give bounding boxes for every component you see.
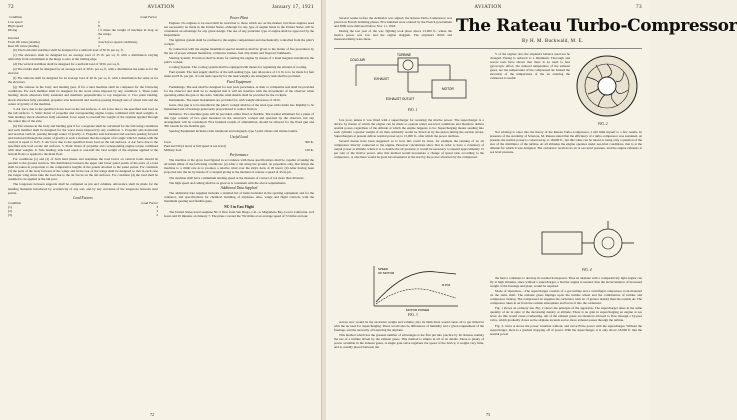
- cell: Diving: [8, 28, 18, 32]
- cell: Load Factor: [141, 201, 158, 206]
- paragraph: In connection with the engine installation special attention shall be given to the matter of fire prevention by the use of proper exhaust manifolds, carburetor intakes, fuel drip drains and fireproof bulkheads.: [164, 46, 314, 55]
- right-column: [490, 130, 642, 155]
- fig1-tag-exhaust-outlet: EXHAUST OUTLET: [386, 97, 415, 101]
- section-heading: Load Factors: [73, 196, 93, 201]
- paragraph: The high speed and ceiling shall be as great as is consistent with the above requirements.: [169, 180, 287, 185]
- figure-1-label: FIG. 1: [408, 108, 418, 112]
- cell: (1): [8, 205, 12, 210]
- article-title: The Rateau Turbo-Compressor: [456, 16, 737, 36]
- cell: 150 lb.: [304, 147, 314, 152]
- paragraph: This method which has the greatest number of advantages is the first put into practice by M. Rateau, namely the use of a turbine driven by the exhaust gases. This method is simple in all of its details. There is plenty of power available in the exhaust gases. A single gate-valve regulates the speed of the device; it weighs very little, and is, usually placed between the: [334, 333, 484, 350]
- fig1-tag-motor: MOTOR: [442, 87, 454, 91]
- right-column-lower: [490, 276, 642, 337]
- figure-4-diagram: [536, 218, 640, 268]
- paragraph: For conditions (1) and (2) of both land planes and seaplanes the load factor on vertical loads should be parallel to the ground reaction. The distribution between the upper and lower panel points of the pairs of a load shall be taken in proportion to the comparative lengths of the panels attached to the panel points. For condition (3) the parts of the body forward of the wings and in the rear of the wings shall be designed so that in each case the longer wing struts take the load due to the air forces on the tail surfaces. For condition (4) the load shall be assumed to be applied at the tail post.: [8, 157, 158, 182]
- paragraph: During the last year of the war, fighting took place above 15,000 ft., where the motive power was low and the engine sluggish. The airplane's climb and manoeuvrability were there-: [334, 29, 452, 42]
- news-heading: NC-5 in Fast Flight: [224, 204, 254, 209]
- figure-3-power-curve: [366, 262, 462, 312]
- paragraph: (c) The elevators shall be designed for an average load of 35 lb. per sq. ft. with a distribution varying uniformly from a maximum at the hinge to zero at the trailing edge.: [8, 53, 158, 62]
- section-heading: Power Plant: [229, 15, 249, 20]
- publication-name: AVIATION: [147, 4, 175, 10]
- figure-4-label: FIG. 4: [582, 268, 592, 272]
- cell: Rear lift wires (double): [8, 44, 39, 48]
- paragraph: Furnishings. The seat shall be designed for seat pack parachutes. A chair or collapsible seat shall be provided for the observer and shall be so designed that it will not interfere with the movements of the observer when operating either the gun or the radio. Suitable wind shields shall be provided for the cockpits.: [164, 84, 314, 97]
- paragraph: The longerons between supports shall be computed as pin end columns. Allowance shall be made for the bending moments introduced by eccentricity of any sort, and by any curvature of the longerons between strut points.: [8, 182, 158, 195]
- paragraph: Ordnance. Two machine guns will be provided, either fixed or flexible. The normal armament for a plane of this type consists of two guns mounted on the observer's cockpit and operated by the observer, but any arrangement will be considered. Five hundred rounds of ammunition, should be allowed for the fixed gun and 300 rounds for the flexible gun.: [164, 111, 314, 129]
- paragraph: Fig. 1 shows an ordinary fan. Fig. 2 shows the principle of the apparatus. The supercharger takes in the same quantity of air in spite of the decreasing density at altitude. There is no gain in supercharging an engine at sea level. As this would cause overheating. All of the exhaust gases are therefore allowed to flow through a by-pass valve, which gradually closes as the airplane ascends and so more exhaust passes through the turbine.: [490, 306, 642, 323]
- cell: 4 each (two speed conditions): [98, 40, 138, 44]
- paragraph: Fuel system. The fuel supply shall be of the self-sealing type. (An allowance of 1⅓ lb. is to be made for fuel tanks and 8 lb. per gal. of total tank capacity for the tank weight). An emergency tank shall be provided.: [164, 70, 314, 79]
- middle-column: [334, 118, 484, 160]
- left-column-1: [8, 14, 158, 217]
- cell: Condition: [8, 201, 22, 206]
- cell: Low speed: [8, 20, 23, 24]
- cell: Military load: [164, 147, 182, 152]
- paragraph: erators now would be the excessive weight and volume; also its lubrication would cause oil to get mixed in with the air used for supercharging. There would also be differences of humidity and a given requirement of the fuselage, and the necessity of balancing the airplane.: [334, 320, 484, 333]
- cell: 4: [98, 36, 100, 40]
- paragraph: Guns. One gun is to be installed in the pilot's cockpit shall be of the stick type with rudder bar. Rigidity to be maintained and of bearings generously proportioned to reduce friction.: [164, 102, 314, 111]
- cell: High speed: [8, 24, 23, 28]
- paragraph: The additional data supplied includes a detailed list of items included in the spotting equipment and for the ordnance, and specifications for chemical bombing of airplanes. Also, wings and flight controls, with the maximum gearing and flexible guns.: [164, 191, 314, 204]
- table-row: [164, 148, 314, 152]
- table-header: Load Factor: [140, 15, 157, 19]
- cell: Front lift wires (double): [8, 40, 40, 44]
- figure-2-turbine-wheel: [572, 50, 642, 122]
- left-column-2: [164, 14, 314, 219]
- paragraph: Fig. 3, curve A shows the power variation without, and curve B the power with the supercharger. Without the supercharger, there is a gradual dropping off of power. With the supercharger, it is only above 18,000 ft. that the normal power: [490, 323, 642, 336]
- paragraph: Starting System. Provision shall be made for starting the engine by means of a hand magneto installed in the pilot's cockpit.: [164, 55, 314, 64]
- paragraph: The machine at the gross load figured in accordance with these specifications shall be capable of taking the air under either of the following conditions: (a) After a run along the ground, on propellers only, that brings the machine to a climb rate as to produce a relative wind over the ship's deck of 20 knots; (b) After having been projected into the air by means of a catapult giving at the moment of release a speed of 45 m.p.h.: [164, 158, 314, 175]
- cell: 3: [156, 209, 158, 214]
- paragraph: Several means have been suggested as to how this could be done, for example the running of an air compressor directly connected to the engine. However calculations show that in order to have a constancy of output power at altitude, where it is to double the air pressure, it would be necessary to expend approximately 15 per cent of the motive power. Also this method would necessitate a change of speed ratio according to the compressor, or else there would be great inconvenience at the start by the power absorbed by the compressor.: [334, 139, 484, 160]
- fig3-caption-speed: SPEED: [378, 267, 389, 271]
- cell: Fuel and Oil (4 hours at full speed at sea level): [164, 143, 226, 148]
- fig1-tag-cold-air: COLD AIR: [350, 58, 365, 62]
- cell: (3): [8, 213, 12, 218]
- paragraph: Engines. No engines to be used shall be restricted to those which are on the market, but those engines need not necessarily be made in the United States, although for any type of engine made in the United States will be considered an advantage for any given design. The use of any particular type of engine shall be approved by the Department.: [164, 20, 314, 37]
- cell: 300 lb.: [304, 139, 314, 144]
- paragraph: Not wishing to enter into the theory of the Rateau Turbo-Compressor, I will limit myself to a few results. In presence of the Academy of Sciences, M. Rateau stated that the efficiency of a turbo-compressor was sustained. At present, the normal power is conserved up to 18,000 ft., but this value can be raised, it being only a question of the size of the distributor of the turbine. At all altitudes the engine operates under sea-level conditions, that is at the altitude for which it was designed. The carburetor receives its air at sea level pressure, and the engine exhausts at sea level pressure.: [490, 130, 642, 155]
- cell: 2: [156, 213, 158, 218]
- paragraph: Instruments. The usual instruments are provided for, with weight allowance of 20 lb.: [169, 97, 281, 102]
- load-factors-table: [8, 201, 158, 217]
- section-heading: Useful Load: [230, 134, 248, 139]
- page-number-footer: 72: [150, 412, 154, 417]
- figure-3-label: FIG. 3: [408, 313, 418, 317]
- fig1-tag-turbine: TURBINE: [397, 53, 411, 57]
- cell: 2: [98, 44, 100, 48]
- page-number: 72: [8, 4, 14, 10]
- figure-1-diagram: [346, 52, 486, 108]
- paragraph: The machine shall have a minimum landing speed at the moment of contact of not more than 40 knots.: [169, 175, 305, 180]
- fig1-tag-exhaust: EXHAUST: [374, 77, 390, 81]
- paragraph: The ignition system shall be confined to the engine compartment and mechanically controlled from the pilot's cockpit.: [164, 37, 314, 46]
- middle-column-lower: [334, 320, 484, 350]
- fig3-caption-motor-power: MOTOR POWER: [406, 308, 430, 312]
- paragraph: (b) The horizontal stabilizer shall be designed for a uniform load of 30 lb. per sq. ft.: [13, 48, 124, 52]
- cell: Inverted: [8, 36, 19, 40]
- cell: 1½ times the weight of machine in drag on the wings.: [98, 28, 158, 36]
- load-table: [8, 14, 158, 48]
- right-page: [326, 0, 737, 420]
- table-header: Condition: [9, 15, 23, 19]
- paragraph: (d) The vertical stabilizer shall be designed for a uniform load of 30 lb. per sq. ft.: [13, 62, 120, 67]
- article-byline: By H. M. Buckwald, M. E.: [522, 39, 584, 44]
- cell: Crew: [164, 139, 172, 144]
- paragraph: Mode of Operation.—The supercharger consists of a gas turbine and a centrifugal compressor, both mounted on the same shaft. The exhaust gases impinge upon the turbine wheel and the combination of turbine and compressor turning. The compressed air supplies the carburetor with air of greater density than the outside air. The compressor takes in air from the outside atmosphere and forces it into the carburetor.: [490, 289, 642, 306]
- paragraph: Cooling System. The cooling system shall be equipped with means for regulating the amount of cooling.: [169, 65, 307, 70]
- cell: 2: [98, 20, 100, 24]
- paragraph: (h) The stresses in the body and landing gear if for a seaplane shall be calculated for the following conditions and each member shall be designed for the worst stress imposed by any condition: 1. Propeller axis horizontal and reaction vertical, passing through center of gravity. 2. Propeller axis horizontal and reaction passing forward and backward through the center of gravity at such a moment that the tangent of its angle which it makes with the vertical is equal to 0.25. 3. Air force due to the specified down load on the tail surfaces. 4. Air force due to the specified side load on the tail surfaces. 5. Static thrust of propeller and corresponding engine torque combined with dead weights. 6. Side landing; side load equal to one-half the total weight of the airplane applied at the bottom floats or applied to the main float.: [8, 123, 158, 157]
- figure-2-label: FIG. 2: [598, 122, 608, 126]
- cell: 8: [98, 24, 100, 28]
- page-number: 73: [636, 4, 642, 10]
- right-column-upper: [490, 52, 570, 81]
- paragraph: the motor continues to develop its normal horsepower. Thus an airplane with a comparatively light engine can fly at high altitudes, since without a supercharger, a heavier engine is needed, thus the inconvenience of increased weight of the fuselage and plant, would be required.: [490, 276, 642, 289]
- issue-date: January 17, 1921: [272, 4, 314, 10]
- table-row: [8, 28, 158, 36]
- page-number-footer: 73: [486, 412, 490, 417]
- fig3-caption-rpm: R.P.M.: [442, 283, 451, 287]
- paragraph: Spacing Equipment includes radio telephone and telegraph, type 5 pilot chutes and smoke bombs.: [169, 129, 299, 134]
- paragraph: (f) The ailerons shall be designed for an average load of 40 lb. per sq. ft. with a distribution the same as for the elevators.: [8, 76, 158, 85]
- paragraph: (g) The stresses in the body and landing gear, if for a land machine shall be computed for the following conditions. For each member shall be designed for the worst stress imposed by any condition: 1. Three point landing; shock absorbers fully extended and members perpendicular to top longerons. 2. Two point landing, shock absorbers fully extended, propeller axis horizontal and reaction passing through axis of wheel axle and the center of gravity of the machine.: [8, 85, 158, 106]
- table-row: [8, 213, 158, 217]
- paragraph: fore poor, unless it was fitted with a supercharger for restoring the motive power. The supercharger is a device by means of which the engine can be made to operate under sea-level conditions and therefore deliver normal power, regardless of the altitude at which the engine happens to be. Supercharging means sending into each cylinder a greater weight of air than ordinarily would be drawn in by the piston during the suction stroke. Superchargers at present deliver normal power up to 15,000 ft., after which the power declines.: [334, 118, 484, 139]
- fig3-caption-of-motor: OF MOTOR: [378, 271, 395, 275]
- paragraph: The United States naval seaplane NC-5 flew from San Diego, Cal., to Magdalena Bay, Lower California, in 9 hours and 45 minutes on January 7. The plane covered the 762 miles at an average speed of 72 miles an hour.: [164, 209, 314, 218]
- left-page: [0, 0, 322, 420]
- paragraph: V of the engine; also the airplane's balance need not be changed. Piping is reduced to a minimum. Thorough and severe tests have shown that there is no need to fear gyroscopic effect, the reduced temperature of the exhaust gases, nor the temperature of the compressed air. Indeed the elevation of the temperature of the air entering the carburetor is useful.: [490, 52, 570, 81]
- section-heading: Additional Data Supplied: [220, 186, 258, 191]
- useful-load-table: [164, 140, 314, 152]
- title-rule: [334, 48, 642, 49]
- publication-name: AVIATION: [474, 4, 502, 10]
- paragraph: (e) The rudder shall be designed for an average load of 30 lb. per sq. ft. with a distribution the same as for the elevator.: [8, 67, 158, 76]
- paragraph: 3. Air force due to the specified down load on the tail surfaces. 4. Air force due to the specified side load on the tail surfaces. 5. Static thrust of propeller and corresponding engine torque combined with dead weights. 6. Side landing; shock absorbers fully extended, force equal to one-half the weight of the airplane applied through the center line of the axle.: [8, 106, 158, 123]
- section-heading: Performance: [229, 153, 249, 158]
- intro-column: [334, 16, 452, 42]
- cell: (2): [8, 209, 12, 214]
- section-heading: Fixed Equipment: [226, 79, 252, 84]
- cell: 3: [156, 205, 158, 210]
- paragraph: Several weeks before the Armistice was signed, the Rateau Turbo-Compressor was placed on French bombing planes. Five hundred were ordered by the French government and 3000 were delivered before Nov. 11, 1918.: [334, 16, 452, 29]
